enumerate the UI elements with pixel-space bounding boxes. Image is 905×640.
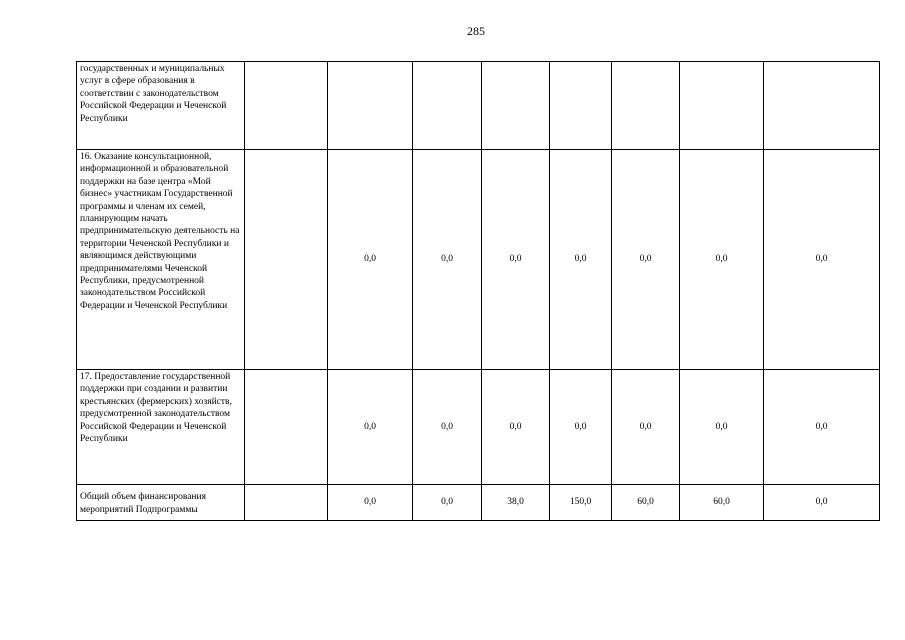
- table-cell: [245, 62, 328, 150]
- table-cell: [482, 62, 550, 150]
- table-cell: 0,0: [612, 370, 680, 485]
- row-description: государственных и муниципальных услуг в сфере образования в соответствии с законодательством Российской Федерации и Чеченской Республики: [77, 62, 245, 150]
- table-cell: [413, 62, 482, 150]
- row-description: 17. Предоставление государственной поддержки при создании и развитии крестьянских (фермерских) хозяйств, предусмотренной законодательством Российской Федерации и Чеченской Республики: [77, 370, 245, 485]
- table-cell: [245, 370, 328, 485]
- table-cell: [764, 62, 880, 150]
- table-cell: [328, 62, 413, 150]
- table-cell: 0,0: [550, 370, 612, 485]
- financing-table: [76, 61, 880, 521]
- table-cell: 0,0: [550, 150, 612, 370]
- table-cell: [550, 62, 612, 150]
- table-cell: 0,0: [482, 150, 550, 370]
- table-cell: [245, 485, 328, 521]
- table-cell: 0,0: [764, 485, 880, 521]
- table-cell: 0,0: [680, 150, 764, 370]
- table-cell: [245, 150, 328, 370]
- table-cell: 0,0: [680, 370, 764, 485]
- table-cell: 60,0: [612, 485, 680, 521]
- table-row: [77, 370, 880, 485]
- table-cell: 0,0: [328, 485, 413, 521]
- table-cell: 0,0: [482, 370, 550, 485]
- table-cell: 0,0: [764, 150, 880, 370]
- table-row: [77, 62, 880, 150]
- table-cell: 150,0: [550, 485, 612, 521]
- table-cell: 0,0: [764, 370, 880, 485]
- table-cell: 0,0: [328, 150, 413, 370]
- table-cell: 60,0: [680, 485, 764, 521]
- table-row: [77, 150, 880, 370]
- table-cell: [680, 62, 764, 150]
- table-row-total: [77, 485, 880, 521]
- table-cell: 0,0: [413, 485, 482, 521]
- table-cell: 0,0: [612, 150, 680, 370]
- row-description: 16. Оказание консультационной, информационной и образовательной поддержки на базе центра «Мой бизнес» участникам Государственной программы и членам их семей, планирующим начать предпринимательскую деятельность на территории Чеченской Республики и являющимся действующими предпринимателями Чеченской Республики, предусмотренной законодательством Российской Федерации и Чеченской Республики: [77, 150, 245, 370]
- table-cell: 0,0: [328, 370, 413, 485]
- table-cell: 38,0: [482, 485, 550, 521]
- table-cell: 0,0: [413, 150, 482, 370]
- table-cell: [612, 62, 680, 150]
- page-number: 285: [467, 24, 485, 38]
- row-description: Общий объем финансирования мероприятий Подпрограммы: [77, 485, 245, 521]
- table-cell: 0,0: [413, 370, 482, 485]
